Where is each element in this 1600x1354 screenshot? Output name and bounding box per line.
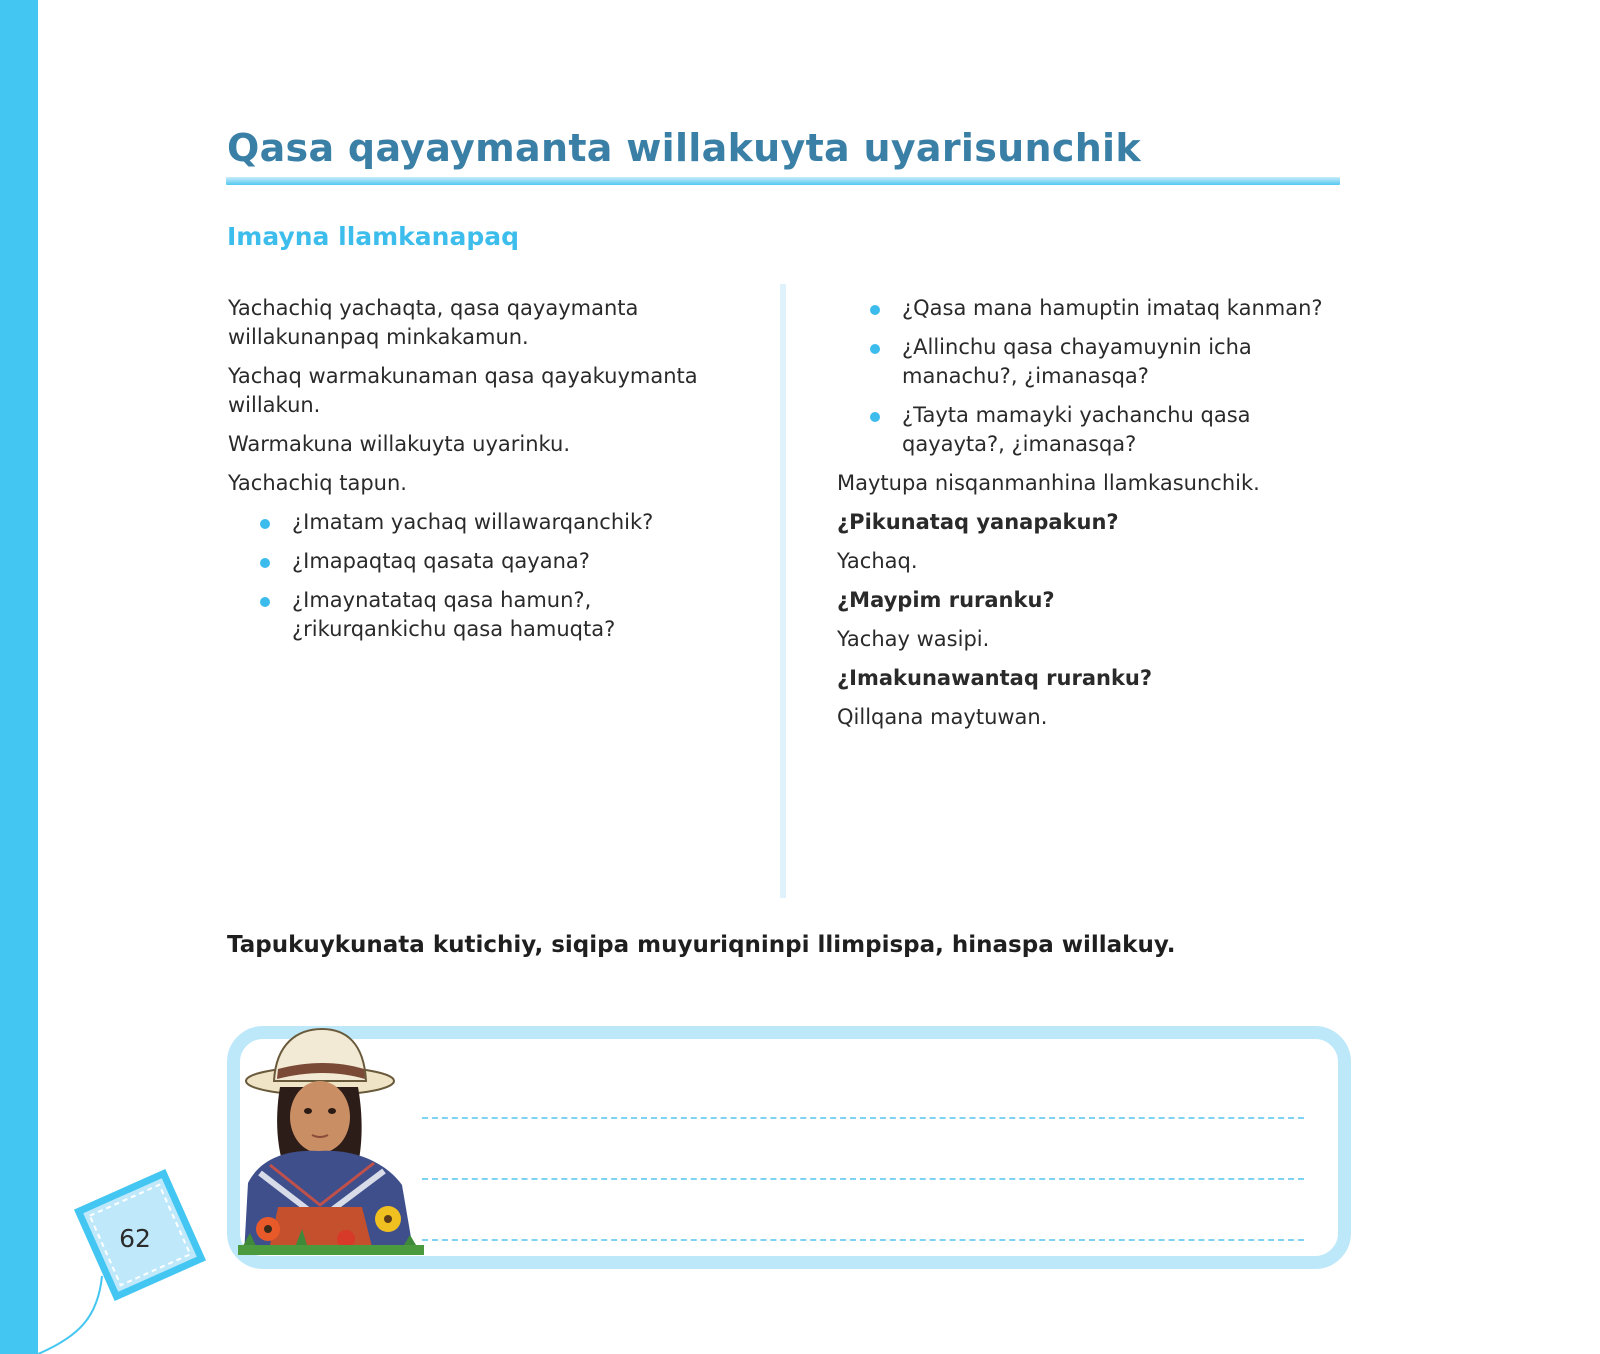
answer-text: Yachay wasipi. xyxy=(837,627,990,651)
paragraph: Yachaq warmakunaman qasa qayakuymanta willakun. xyxy=(228,364,698,417)
list-item xyxy=(228,586,748,644)
bullet-icon xyxy=(870,344,880,354)
list-item xyxy=(228,547,748,576)
list-item-text: ¿Imaynatataq qasa hamun?, ¿rikurqankichu qasa hamuqta? xyxy=(292,588,616,641)
answer-text: Qillqana maytuwan. xyxy=(837,705,1048,729)
paragraph: Maytupa nisqanmanhina llamkasunchik. xyxy=(837,471,1260,495)
question-heading: ¿Maypim ruranku? xyxy=(837,588,1055,612)
girl-illustration xyxy=(238,1023,424,1255)
page-title: Qasa qayaymanta willakuyta uyarisunchik xyxy=(227,126,1141,170)
bullet-icon xyxy=(870,305,880,315)
question-heading: ¿Imakunawantaq ruranku? xyxy=(837,666,1153,690)
right-column xyxy=(837,294,1357,742)
title-underline xyxy=(226,177,1340,185)
bullet-icon xyxy=(260,558,270,568)
list-item-text: ¿Imatam yachaq willawarqanchik? xyxy=(292,510,654,534)
list-item-text: ¿Imapaqtaq qasata qayana? xyxy=(292,549,590,573)
list-item-text: ¿Tayta mamayki yachanchu qasa qayayta?, ¿imanasqa? xyxy=(902,403,1251,456)
question-list xyxy=(228,508,748,644)
writing-line[interactable] xyxy=(422,1239,1304,1241)
paragraph: Yachachiq yachaqta, qasa qayaymanta willakunanpaq minkakamun. xyxy=(228,296,639,349)
list-item xyxy=(228,508,748,537)
page-number: 62 xyxy=(119,1224,151,1253)
list-item xyxy=(837,294,1357,323)
bullet-icon xyxy=(260,519,270,529)
bullet-icon xyxy=(260,597,270,607)
question-heading: ¿Pikunataq yanapakun? xyxy=(837,510,1119,534)
list-item-text: ¿Allinchu qasa chayamuynin icha manachu?, ¿imanasqa? xyxy=(902,335,1252,388)
paragraph: Yachachiq tapun. xyxy=(228,471,407,495)
writing-line[interactable] xyxy=(422,1117,1304,1119)
bullet-icon xyxy=(870,412,880,422)
list-item-text: ¿Qasa mana hamuptin imataq kanman? xyxy=(902,296,1323,320)
answer-text: Yachaq. xyxy=(837,549,918,573)
paragraph: Warmakuna willakuyta uyarinku. xyxy=(228,432,571,456)
list-item xyxy=(837,333,1357,391)
left-column xyxy=(228,294,748,654)
writing-line[interactable] xyxy=(422,1178,1304,1180)
section-subtitle: Imayna llamkanapaq xyxy=(227,222,520,251)
column-divider xyxy=(780,284,786,898)
instruction-text: Tapukuykunata kutichiy, siqipa muyuriqninpi llimpispa, hinaspa willakuy. xyxy=(227,932,1176,958)
list-item xyxy=(837,401,1357,459)
question-list xyxy=(837,294,1357,459)
